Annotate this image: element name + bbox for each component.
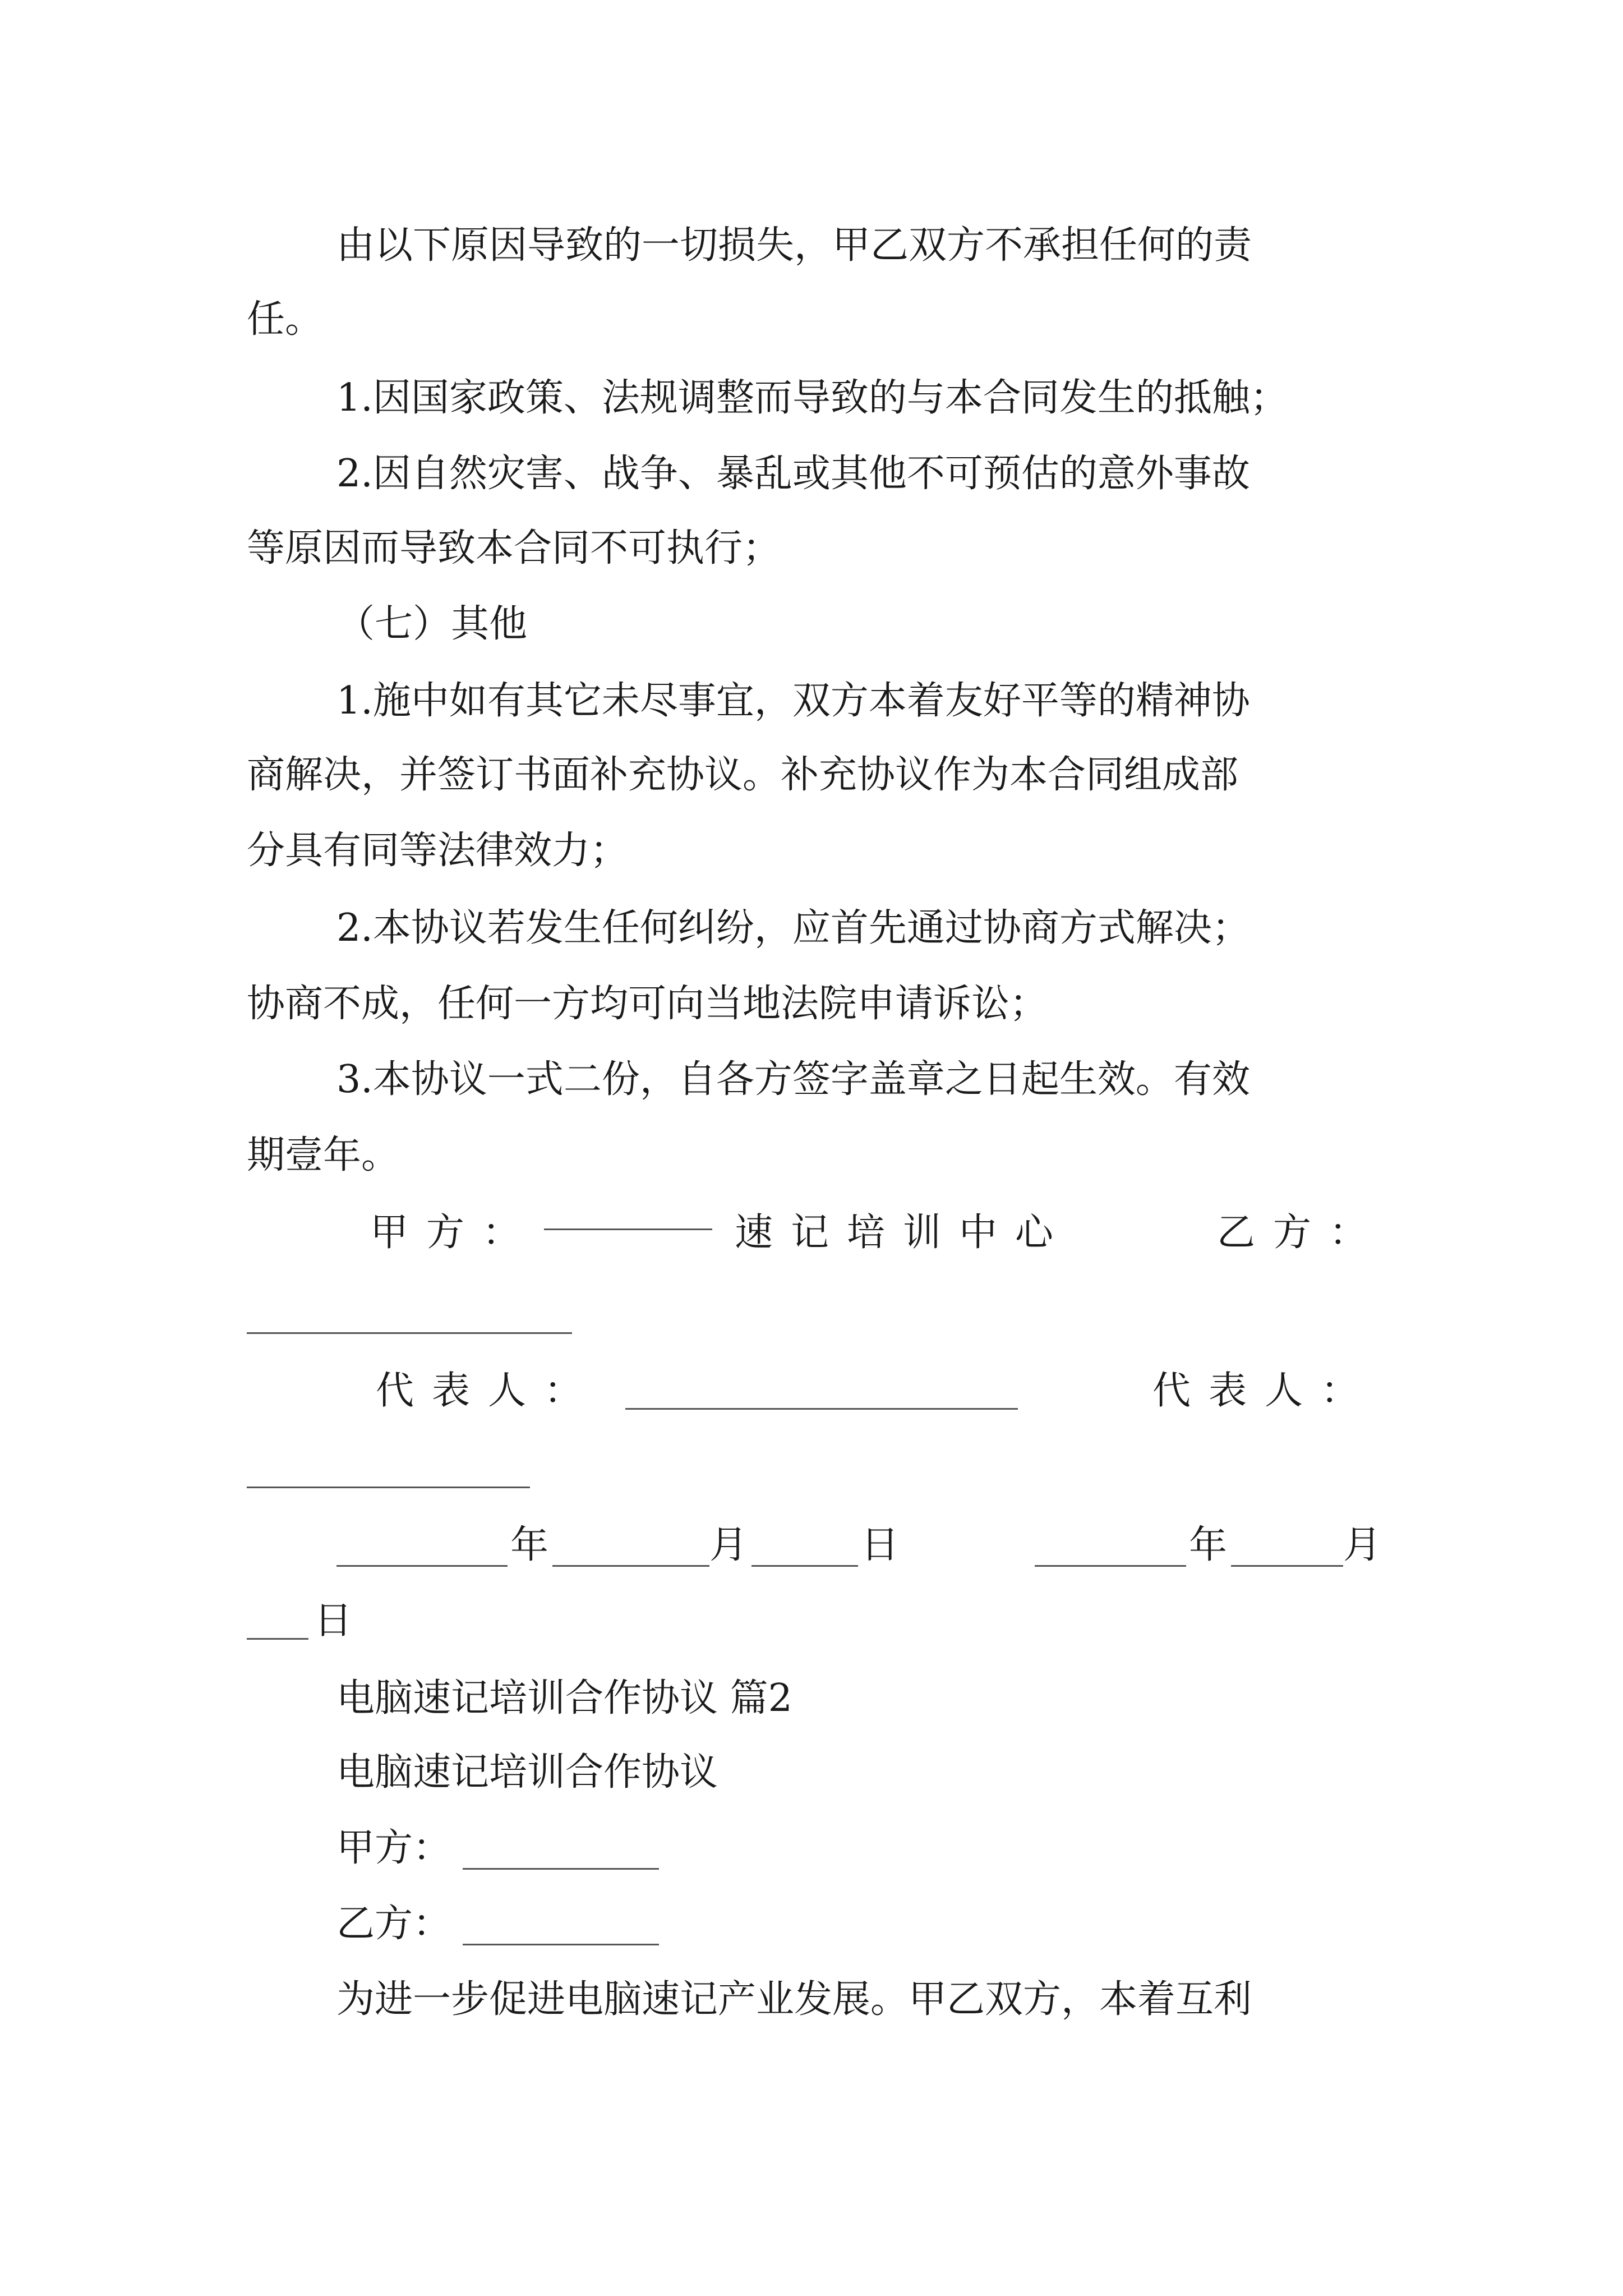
section-title-other: （七）其他 — [336, 602, 528, 646]
part2-party-b: 乙方： — [336, 1902, 451, 1946]
rep-b-label: 代表人： — [1152, 1369, 1377, 1413]
clause-intro-line-1: 由以下原因导致的一切损失，甲乙双方不承担任何的责 — [336, 223, 1252, 268]
rep-b-blank — [247, 1487, 530, 1488]
rep-a-label: 代表人： — [376, 1369, 601, 1413]
part2-heading: 电脑速记培训合作协议 篇2 — [336, 1676, 792, 1720]
party-b-label: 乙方： — [1217, 1211, 1386, 1255]
other-item-2-cont: 协商不成，任何一方均可向当地法院申请诉讼； — [247, 982, 1048, 1026]
part2-intro: 为进一步促进电脑速记产业发展。甲乙双方，本着互利 — [336, 1977, 1252, 2022]
date-b-month-blank — [1231, 1565, 1343, 1567]
date-a-day: 日 — [861, 1523, 900, 1567]
other-item-3-cont: 期壹年。 — [247, 1133, 400, 1177]
part2-party-b-blank — [463, 1944, 659, 1945]
party-a-name: 速记培训中心 — [735, 1211, 1072, 1255]
other-item-2: 2.本协议若发生任何纠纷，应首先通过协商方式解决； — [336, 906, 1250, 950]
date-a-day-blank — [751, 1565, 858, 1567]
party-a-blank — [544, 1228, 712, 1230]
exemption-item-1: 1.因国家政策、法规调整而导致的与本合同发生的抵触； — [336, 376, 1288, 420]
date-b-month: 月 — [1343, 1523, 1382, 1567]
part2-title: 电脑速记培训合作协议 — [336, 1750, 718, 1795]
other-item-1-cont-b: 分具有同等法律效力； — [247, 829, 629, 873]
other-item-3: 3.本协议一式二份，自各方签字盖章之日起生效。有效 — [336, 1057, 1250, 1102]
date-a-month: 月 — [709, 1523, 748, 1567]
exemption-item-2: 2.因自然灾害、战争、暴乱或其他不可预估的意外事故 — [336, 452, 1250, 496]
date-b-day: 日 — [314, 1599, 353, 1643]
date-a-month-blank — [552, 1565, 709, 1567]
other-item-1: 1.施中如有其它未尽事宜，双方本着友好平等的精神协 — [336, 679, 1250, 723]
date-a-year: 年 — [510, 1523, 549, 1567]
party-b-blank — [247, 1332, 572, 1334]
date-b-day-blank — [247, 1638, 308, 1640]
other-item-1-cont-a: 商解决，并签订书面补充协议。补充协议作为本合同组成部 — [247, 753, 1239, 797]
date-b-year-blank — [1035, 1565, 1186, 1567]
rep-a-blank — [625, 1408, 1018, 1410]
party-a-label: 甲方： — [370, 1211, 539, 1255]
date-b-year: 年 — [1189, 1523, 1228, 1567]
part2-party-a-blank — [463, 1868, 659, 1870]
exemption-item-2-cont: 等原因而导致本合同不可执行； — [247, 526, 781, 570]
date-a-year-blank — [336, 1565, 508, 1567]
part2-party-a: 甲方： — [336, 1826, 451, 1870]
clause-intro-line-2: 任。 — [247, 297, 324, 342]
